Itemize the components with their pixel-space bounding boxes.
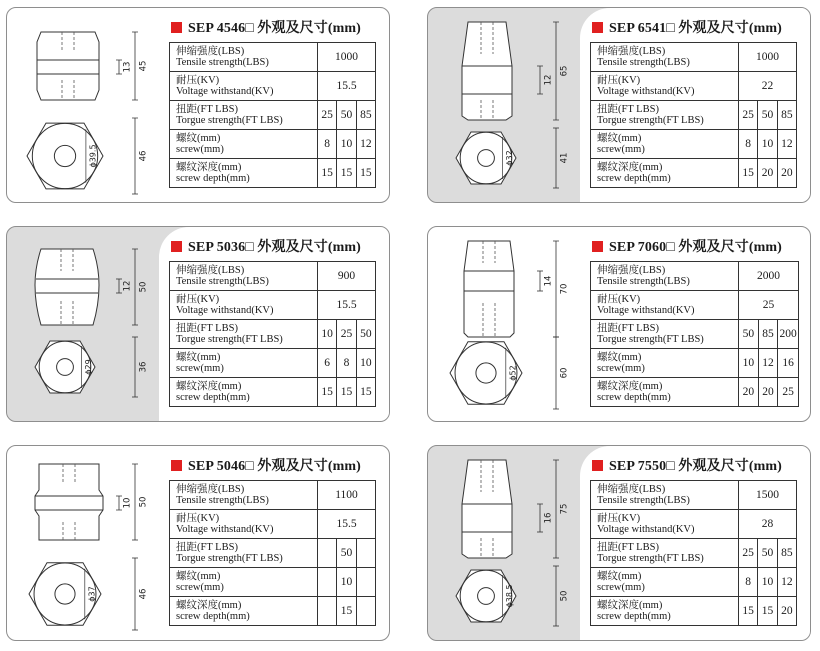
spec-row xyxy=(170,597,376,626)
spec-value-cell: 50 xyxy=(356,320,375,349)
spec-label-en: screw(mm) xyxy=(597,363,645,374)
model-name: SEP 5036 xyxy=(188,240,246,255)
product-drawing xyxy=(428,446,578,640)
spec-label-cn: 耐压(KV) xyxy=(597,293,641,305)
spec-row xyxy=(170,539,376,568)
title-suffix: □ 外观及尺寸(mm) xyxy=(245,240,361,255)
spec-row xyxy=(591,72,797,101)
dimension-hex-label: 46 xyxy=(138,150,149,162)
spec-label-cn: 螺纹深度(mm) xyxy=(176,380,242,392)
spec-label xyxy=(170,130,318,159)
spec-label-en: Tensile strength(LBS) xyxy=(597,495,690,506)
dimension-height-label: 45 xyxy=(138,60,149,72)
spec-value: 15.5 xyxy=(318,72,376,101)
title-suffix: □ 外观及尺寸(mm) xyxy=(245,459,361,474)
side-view-drawing xyxy=(464,241,514,337)
product-title xyxy=(171,236,361,256)
dimension-height-label: 50 xyxy=(138,496,149,508)
spec-label xyxy=(591,539,739,568)
red-square-icon xyxy=(592,460,603,471)
spec-label-en: Voltage withstand(KV) xyxy=(176,86,274,97)
spec-row xyxy=(591,481,797,510)
product-title xyxy=(171,455,361,475)
spec-value-cell: 15 xyxy=(739,159,758,188)
spec-value-cell xyxy=(318,597,337,626)
spec-value-cell: 25 xyxy=(739,539,758,568)
spec-value-cell: 20 xyxy=(758,159,777,188)
spec-value: 1500 xyxy=(739,481,797,510)
spec-label-cn: 螺纹(mm) xyxy=(597,570,642,582)
spec-label-en: screw depth(mm) xyxy=(176,392,250,403)
spec-value-cell: 12 xyxy=(356,130,375,159)
spec-label-cn: 伸缩强度(LBS) xyxy=(176,45,245,57)
spec-value-cell: 12 xyxy=(758,349,778,378)
dimension-diameter-label: ϕ39.5 xyxy=(88,144,98,168)
product-drawing xyxy=(428,8,578,202)
side-view-drawing xyxy=(37,32,99,100)
product-title xyxy=(592,17,782,37)
product-card xyxy=(6,7,390,203)
spec-value-cell: 25 xyxy=(778,378,799,407)
spec-label-cn: 耐压(KV) xyxy=(176,293,220,305)
spec-value: 2000 xyxy=(739,262,799,291)
spec-value-cell xyxy=(318,539,337,568)
spec-table xyxy=(590,480,797,626)
spec-value-cell: 15 xyxy=(356,378,375,407)
product-title xyxy=(592,455,782,475)
spec-value-cell: 16 xyxy=(778,349,799,378)
spec-label xyxy=(170,568,318,597)
spec-value: 1100 xyxy=(318,481,376,510)
spec-value-cell: 10 xyxy=(758,568,777,597)
spec-value-cell: 15 xyxy=(337,597,356,626)
dimension-hex-label: 36 xyxy=(138,361,149,373)
spec-value-cell: 50 xyxy=(337,539,356,568)
spec-label-en: Torgue strength(FT LBS) xyxy=(176,334,283,345)
spec-value-cell: 85 xyxy=(777,101,796,130)
dimension-hex-label: 46 xyxy=(138,588,149,600)
product-card xyxy=(6,445,390,641)
red-square-icon xyxy=(171,22,182,33)
dimension-band-label: 12 xyxy=(122,280,133,292)
spec-label-cn: 螺纹深度(mm) xyxy=(176,599,242,611)
spec-value-cell xyxy=(356,539,375,568)
dimension-diameter-label: ϕ38.5 xyxy=(505,584,514,608)
red-square-icon xyxy=(171,460,182,471)
spec-label xyxy=(170,597,318,626)
spec-row xyxy=(591,378,799,407)
spec-label-en: Voltage withstand(KV) xyxy=(176,305,274,316)
spec-label-en: screw(mm) xyxy=(597,144,645,155)
product-drawing xyxy=(7,446,157,640)
spec-label-en: Voltage withstand(KV) xyxy=(597,305,695,316)
spec-row xyxy=(170,378,376,407)
spec-label-cn: 伸缩强度(LBS) xyxy=(597,45,666,57)
model-name: SEP 5046 xyxy=(188,459,246,474)
spec-value-cell: 50 xyxy=(758,539,777,568)
spec-label-en: Torgue strength(FT LBS) xyxy=(176,115,283,126)
spec-value-cell xyxy=(318,568,337,597)
spec-value-cell: 15 xyxy=(356,159,375,188)
spec-row xyxy=(591,597,797,626)
spec-value-cell: 50 xyxy=(758,101,777,130)
spec-label-cn: 螺纹(mm) xyxy=(176,132,221,144)
product-card xyxy=(427,226,811,422)
spec-value-cell: 200 xyxy=(778,320,799,349)
side-view-drawing xyxy=(35,464,103,540)
product-drawing xyxy=(7,8,157,202)
spec-row xyxy=(591,262,799,291)
spec-label-en: Torgue strength(FT LBS) xyxy=(597,334,704,345)
dimension-band-label: 12 xyxy=(543,74,554,86)
spec-row xyxy=(591,291,799,320)
model-name: SEP 7550 xyxy=(609,459,667,474)
dimension-diameter-label: ϕ37 xyxy=(87,586,97,602)
spec-label xyxy=(591,291,739,320)
spec-label-cn: 螺纹(mm) xyxy=(597,132,642,144)
spec-label-cn: 耐压(KV) xyxy=(597,512,641,524)
spec-row xyxy=(170,159,376,188)
dimension-band-label: 16 xyxy=(543,512,554,524)
spec-value-cell: 20 xyxy=(758,378,778,407)
spec-label xyxy=(170,291,318,320)
dimension-band-label: 10 xyxy=(122,497,133,509)
spec-label xyxy=(591,130,739,159)
spec-table xyxy=(169,261,376,407)
dimension-height-label: 70 xyxy=(559,283,570,295)
spec-row xyxy=(170,349,376,378)
spec-value-cell: 25 xyxy=(337,320,356,349)
spec-value-cell: 6 xyxy=(318,349,337,378)
spec-label xyxy=(591,320,739,349)
spec-label xyxy=(170,481,318,510)
spec-row xyxy=(591,159,797,188)
side-view-drawing xyxy=(462,22,512,120)
spec-label-en: screw depth(mm) xyxy=(176,173,250,184)
spec-row xyxy=(170,510,376,539)
spec-label xyxy=(591,101,739,130)
spec-label xyxy=(170,159,318,188)
spec-label-en: screw(mm) xyxy=(176,363,224,374)
product-title xyxy=(171,17,361,37)
spec-label xyxy=(591,597,739,626)
spec-label-en: screw(mm) xyxy=(176,582,224,593)
spec-label-en: Tensile strength(LBS) xyxy=(597,57,690,68)
spec-value: 1000 xyxy=(318,43,376,72)
spec-value-cell: 15 xyxy=(337,159,356,188)
spec-label-en: Voltage withstand(KV) xyxy=(176,524,274,535)
spec-label-cn: 螺纹(mm) xyxy=(176,351,221,363)
spec-row xyxy=(170,291,376,320)
dimension-hex-label: 50 xyxy=(559,590,570,602)
spec-value: 28 xyxy=(739,510,797,539)
spec-label-en: Tensile strength(LBS) xyxy=(176,57,269,68)
spec-value-cell: 10 xyxy=(739,349,759,378)
spec-row xyxy=(170,568,376,597)
spec-label-cn: 螺纹深度(mm) xyxy=(176,161,242,173)
spec-label-en: Tensile strength(LBS) xyxy=(176,495,269,506)
spec-value: 1000 xyxy=(739,43,797,72)
spec-value-cell: 20 xyxy=(777,159,796,188)
spec-row xyxy=(170,43,376,72)
spec-label xyxy=(170,539,318,568)
spec-label xyxy=(170,349,318,378)
spec-value-cell: 85 xyxy=(777,539,796,568)
spec-value-cell: 10 xyxy=(318,320,337,349)
spec-label-en: screw(mm) xyxy=(597,582,645,593)
spec-table xyxy=(590,261,799,407)
title-suffix: □ 外观及尺寸(mm) xyxy=(666,240,782,255)
red-square-icon xyxy=(592,22,603,33)
spec-value-cell: 15 xyxy=(318,378,337,407)
spec-label-cn: 伸缩强度(LBS) xyxy=(597,264,666,276)
spec-label xyxy=(591,378,739,407)
spec-row xyxy=(591,320,799,349)
spec-label xyxy=(170,510,318,539)
spec-label-cn: 扭距(FT LBS) xyxy=(597,322,659,334)
model-name: SEP 6541 xyxy=(609,21,667,36)
spec-table xyxy=(590,42,797,188)
spec-label-cn: 扭距(FT LBS) xyxy=(176,322,238,334)
spec-value-cell: 12 xyxy=(777,568,796,597)
product-title xyxy=(592,236,782,256)
side-view-drawing xyxy=(462,460,512,558)
spec-label-cn: 扭距(FT LBS) xyxy=(597,103,659,115)
spec-label-en: Voltage withstand(KV) xyxy=(597,86,695,97)
spec-label-en: screw depth(mm) xyxy=(597,611,671,622)
title-suffix: □ 外观及尺寸(mm) xyxy=(245,21,361,36)
product-drawing xyxy=(428,227,578,421)
spec-row xyxy=(170,262,376,291)
product-card xyxy=(6,226,390,422)
spec-label xyxy=(591,72,739,101)
spec-value: 25 xyxy=(739,291,799,320)
spec-label-en: Voltage withstand(KV) xyxy=(597,524,695,535)
spec-row xyxy=(170,101,376,130)
spec-label-cn: 螺纹(mm) xyxy=(176,570,221,582)
spec-label xyxy=(591,159,739,188)
dimension-diameter-label: ϕ29 xyxy=(84,359,93,375)
spec-value-cell: 8 xyxy=(337,349,356,378)
spec-label-cn: 螺纹(mm) xyxy=(597,351,642,363)
spec-value-cell: 15 xyxy=(318,159,337,188)
spec-label xyxy=(591,262,739,291)
red-square-icon xyxy=(171,241,182,252)
spec-label-cn: 螺纹深度(mm) xyxy=(597,599,663,611)
spec-value-cell: 10 xyxy=(337,568,356,597)
product-drawing xyxy=(7,227,157,421)
spec-row xyxy=(591,101,797,130)
dimension-band-label: 13 xyxy=(122,61,133,73)
spec-label-en: Tensile strength(LBS) xyxy=(176,276,269,287)
model-name: SEP 7060 xyxy=(609,240,667,255)
spec-value: 15.5 xyxy=(318,291,376,320)
product-card xyxy=(427,445,811,641)
spec-value-cell: 25 xyxy=(739,101,758,130)
dimension-diameter-label: ϕ32 xyxy=(505,150,514,166)
spec-label xyxy=(170,262,318,291)
spec-label xyxy=(170,43,318,72)
spec-label xyxy=(591,510,739,539)
spec-value-cell: 8 xyxy=(318,130,337,159)
spec-label-cn: 伸缩强度(LBS) xyxy=(597,483,666,495)
dimension-band-label: 14 xyxy=(543,275,554,287)
spec-table xyxy=(169,42,376,188)
spec-value-cell: 15 xyxy=(758,597,777,626)
spec-label-en: screw(mm) xyxy=(176,144,224,155)
spec-value-cell: 12 xyxy=(777,130,796,159)
spec-label-en: Torgue strength(FT LBS) xyxy=(176,553,283,564)
spec-value-cell: 10 xyxy=(337,130,356,159)
spec-row xyxy=(591,539,797,568)
title-suffix: □ 外观及尺寸(mm) xyxy=(666,459,782,474)
spec-value: 22 xyxy=(739,72,797,101)
spec-row xyxy=(170,320,376,349)
spec-label xyxy=(591,568,739,597)
spec-value-cell: 10 xyxy=(356,349,375,378)
spec-value-cell: 20 xyxy=(777,597,796,626)
spec-value-cell: 25 xyxy=(318,101,337,130)
spec-row xyxy=(170,481,376,510)
spec-label xyxy=(591,481,739,510)
spec-label-cn: 耐压(KV) xyxy=(176,512,220,524)
spec-value-cell: 8 xyxy=(739,568,758,597)
dimension-height-label: 65 xyxy=(559,65,570,77)
spec-row xyxy=(591,568,797,597)
spec-label-en: Torgue strength(FT LBS) xyxy=(597,553,704,564)
spec-value-cell xyxy=(356,568,375,597)
spec-row xyxy=(591,130,797,159)
spec-label-cn: 耐压(KV) xyxy=(597,74,641,86)
spec-label-cn: 耐压(KV) xyxy=(176,74,220,86)
spec-row xyxy=(591,349,799,378)
spec-value-cell: 50 xyxy=(739,320,759,349)
spec-label-cn: 螺纹深度(mm) xyxy=(597,380,663,392)
spec-label xyxy=(170,72,318,101)
spec-label xyxy=(170,378,318,407)
dimension-hex-label: 60 xyxy=(559,367,570,379)
spec-row xyxy=(170,130,376,159)
spec-value-cell: 10 xyxy=(758,130,777,159)
spec-value-cell: 20 xyxy=(739,378,759,407)
spec-label xyxy=(170,101,318,130)
spec-row xyxy=(591,510,797,539)
spec-label-cn: 伸缩强度(LBS) xyxy=(176,264,245,276)
dimension-height-label: 75 xyxy=(559,503,570,515)
spec-value-cell: 8 xyxy=(739,130,758,159)
side-view-drawing xyxy=(35,249,99,325)
spec-value: 900 xyxy=(318,262,376,291)
spec-value-cell: 50 xyxy=(337,101,356,130)
spec-label-cn: 扭距(FT LBS) xyxy=(176,541,238,553)
spec-label xyxy=(591,43,739,72)
spec-label-cn: 扭距(FT LBS) xyxy=(176,103,238,115)
spec-label-cn: 螺纹深度(mm) xyxy=(597,161,663,173)
spec-table xyxy=(169,480,376,626)
spec-value-cell: 85 xyxy=(758,320,778,349)
spec-label-en: screw depth(mm) xyxy=(597,173,671,184)
product-card xyxy=(427,7,811,203)
spec-row xyxy=(170,72,376,101)
title-suffix: □ 外观及尺寸(mm) xyxy=(666,21,782,36)
spec-value-cell xyxy=(356,597,375,626)
spec-label-en: screw depth(mm) xyxy=(597,392,671,403)
spec-label-cn: 伸缩强度(LBS) xyxy=(176,483,245,495)
spec-label-en: Torgue strength(FT LBS) xyxy=(597,115,704,126)
spec-value-cell: 15 xyxy=(739,597,758,626)
dimension-diameter-label: ϕ52 xyxy=(508,365,518,381)
dimension-hex-label: 41 xyxy=(559,152,570,164)
spec-label-en: screw depth(mm) xyxy=(176,611,250,622)
spec-label xyxy=(170,320,318,349)
dimension-height-label: 50 xyxy=(138,281,149,293)
spec-label-en: Tensile strength(LBS) xyxy=(597,276,690,287)
spec-row xyxy=(591,43,797,72)
spec-value-cell: 15 xyxy=(337,378,356,407)
spec-label-cn: 扭距(FT LBS) xyxy=(597,541,659,553)
spec-value-cell: 85 xyxy=(356,101,375,130)
red-square-icon xyxy=(592,241,603,252)
model-name: SEP 4546 xyxy=(188,21,246,36)
spec-value: 15.5 xyxy=(318,510,376,539)
spec-label xyxy=(591,349,739,378)
